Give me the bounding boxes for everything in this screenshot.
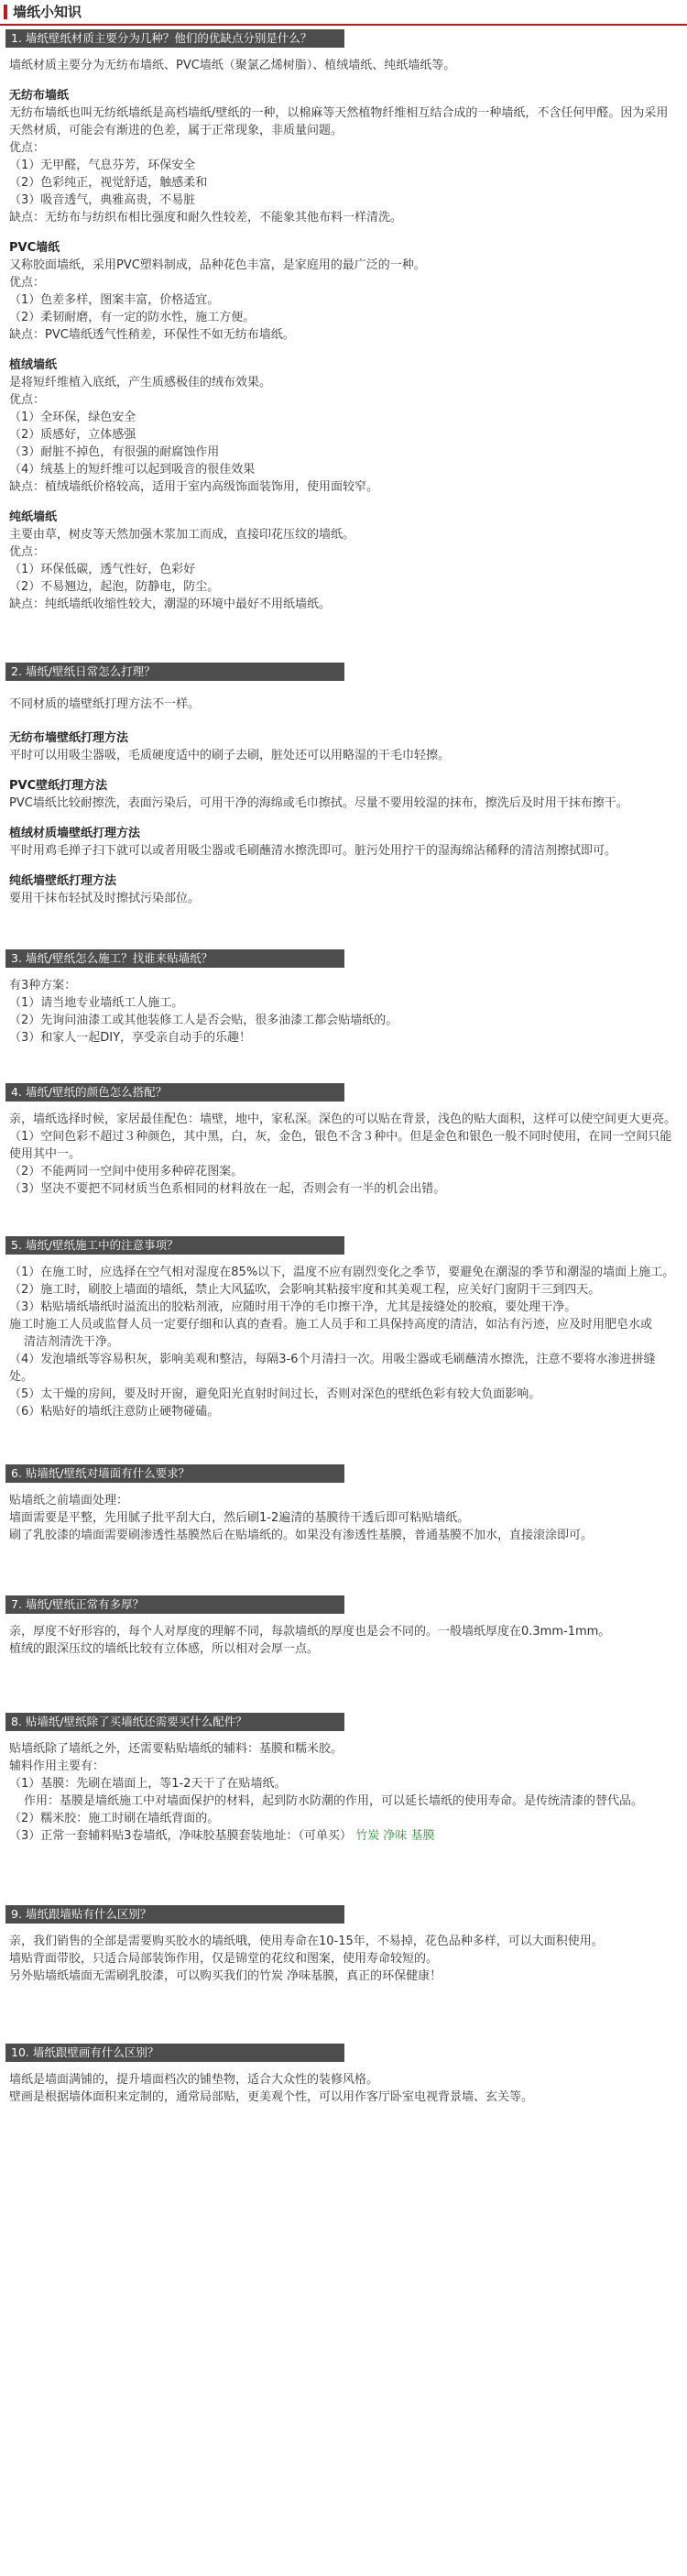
text-line: 优点：	[9, 545, 46, 559]
subsection-care-nonwoven	[9, 729, 678, 764]
page-title: 墙纸小知识	[13, 3, 82, 20]
section-intro: 亲，我们销售的全部是需要购买胶水的墙纸哦，使用寿命在10-15年，不易掉，花色品种多样，可以大面积使用。	[9, 1935, 604, 1948]
text-line: （2）施工时，刷胶上墙面的墙纸，禁止大风猛吹，会影响其粘接牢度和其美观工程，应关好门窗阴干三到四天。	[9, 1283, 601, 1297]
text-line: （2）糯米胶：施工时刷在墙纸背面的。	[9, 1812, 220, 1825]
section-heading: 3. 墙纸/壁纸怎么施工？找谁来贴墙纸？	[5, 949, 344, 968]
section-body	[5, 1614, 680, 1658]
base-film-link[interactable]: 竹炭 净味 基膜	[355, 1829, 435, 1843]
section-material-types	[5, 29, 680, 613]
section-heading: 8. 贴墙纸/壁纸除了买墙纸还需要买什么配件？	[5, 1713, 344, 1731]
section-body	[5, 2062, 680, 2106]
text-line: （1）色差多样，图案丰富，价格适宜。	[9, 293, 220, 307]
section-wallpaper-vs-sticker	[5, 1905, 680, 1985]
section-heading: 7. 墙纸/壁纸正常有多厚？	[5, 1595, 344, 1614]
section-body	[5, 681, 680, 907]
text-line: （1）基膜：先刷在墙面上，等1-2天干了在贴墙纸。	[9, 1777, 287, 1791]
section-wall-requirements	[5, 1464, 680, 1544]
section-heading: 1. 墙纸壁纸材质主要分为几种？他们的优缺点分别是什么？	[5, 29, 344, 48]
section-heading: 2. 墙纸/壁纸日常怎么打理？	[5, 663, 344, 681]
text-line: 作用：基膜是墙纸施工中对墙面保护的材料，起到防水防潮的作用，可以延长墙纸的使用寿命。是传统清漆的替代品。	[24, 1794, 644, 1808]
section-accessories	[5, 1713, 680, 1845]
text-line: 壁画是根据墙体面积来定制的，通常局部贴，更美观个性，可以用作客厅卧室电视背景墙、玄关等。	[9, 2090, 534, 2104]
text-line: 清洁剂清洗干净。	[24, 1335, 120, 1349]
section-installation	[5, 949, 680, 1047]
section-body	[5, 1483, 680, 1544]
section-body	[5, 968, 680, 1047]
text-line: 是将短纤维植入底纸，产生质感极佳的绒布效果。	[9, 376, 272, 389]
text-line: 墙贴背面带胶，只适合局部装饰作用，仅是锦堂的花纹和图案，使用寿命较短的。	[9, 1952, 439, 1966]
text-line: （2）不易翘边，起泡，防静电，防尘。	[9, 580, 220, 594]
text-line: （1）环保低碳，透气性好，色彩好	[9, 563, 196, 576]
section-intro: 亲，墙纸选择时候，家居最佳配色：墙壁，地中，家私深。深色的可以贴在背景，浅色的贴大面积，这样可以使空间更大更亮。	[9, 1113, 677, 1126]
text-line: （3）粘贴墙纸墙纸时溢流出的胶粘剂液，应随时用干净的毛巾擦干净，尤其是接缝处的胶痕，要处理干净。	[9, 1300, 577, 1314]
text-line: （2）柔韧耐磨，有一定的防水性，施工方便。	[9, 311, 256, 324]
text-line: （2）色彩纯正，视觉舒适，触感柔和	[9, 176, 208, 190]
subsection-title: PVC墙纸	[9, 241, 60, 255]
section-heading: 4. 墙纸/壁纸的颜色怎么搭配？	[5, 1083, 344, 1102]
text-line: （4）绒基上的短纤维可以起到吸音的很佳效果	[9, 463, 256, 477]
text-line: （3）耐脏不掉色，有很强的耐腐蚀作用	[9, 445, 220, 459]
section-body	[5, 48, 680, 613]
page-header	[0, 0, 687, 26]
subsection-flocked	[9, 356, 678, 496]
subsection-title: 植绒墙纸	[9, 358, 58, 372]
text-line: PVC墙纸比较耐擦洗，表面污染后，可用干净的海绵或毛巾擦拭。尽量不要用较湿的抹布，擦洗后及时用干抹布擦干。	[9, 796, 628, 810]
section-wallpaper-vs-mural	[5, 2044, 680, 2106]
subsection-pure-paper	[9, 509, 678, 613]
text-line	[9, 1827, 678, 1845]
text-line: 要用干抹布轻拭及时擦拭污染部位。	[9, 892, 201, 905]
text-line: 另外贴墙纸墙面无需刷乳胶漆，可以购买我们的竹炭 净味基膜，真正的环保健康！	[9, 1969, 442, 1983]
text-line: （3）坚决不要把不同材质当色系相同的材料放在一起，否则会有一半的机会出错。	[9, 1182, 446, 1196]
text-line: （5）太干燥的房间，要及时开窗，避免阳光直射时间过长，否则对深色的壁纸色彩有较大负面影响。	[9, 1387, 541, 1401]
text-line: 施工时施工人员或监督人员一定要仔细和认真的查看。施工人员手和工具保持高度的清洁，如沾有污迹，应及时用肥皂水或	[9, 1318, 653, 1332]
text-line: 辅料作用主要有：	[9, 1759, 105, 1773]
subsection-title: 纯纸墙纸	[9, 510, 58, 524]
section-body	[5, 1255, 680, 1420]
text-line: 缺点：纯纸墙纸收缩性较大，潮湿的环境中最好不用纸墙纸。	[9, 597, 332, 611]
subsection-title: 无纺布墙壁纸打理方法	[9, 731, 129, 745]
section-intro: 贴墙纸之前墙面处理：	[9, 1494, 129, 1507]
section-color-matching	[5, 1083, 680, 1198]
section-intro: 墙纸材质主要分为无纺布墙纸、PVC墙纸（聚氯乙烯树脂）、植绒墙纸、纯纸墙纸等。	[9, 59, 456, 72]
text-line: （2）不能两同一空间中使用多种碎花图案。	[9, 1165, 244, 1178]
header-accent-bar	[4, 5, 7, 19]
subsection-title: 植绒材质墙壁纸打理方法	[9, 827, 141, 840]
text-line: 优点：	[9, 393, 46, 407]
text-line: （1）空间色彩不超过３种颜色，其中黑，白，灰，金色，银色不含３种中。但是金色和银色一般不同时使用，在同一空间只能使用其中一。	[9, 1130, 672, 1161]
section-body	[5, 1731, 680, 1845]
subsection-nonwoven	[9, 87, 678, 226]
section-intro: 贴墙纸除了墙纸之外，还需要粘贴墙纸的辅料：基膜和糯米胶。	[9, 1742, 344, 1756]
section-daily-care	[5, 663, 680, 907]
text-line: 缺点：无纺布与纺织布相比强度和耐久性较差，不能象其他布料一样清洗。	[9, 211, 403, 225]
section-intro: 不同材质的墙壁纸打理方法不一样。	[9, 697, 201, 711]
text-line: 无纺布墙纸也叫无纺纸墙纸是高档墙纸/壁纸的一种，以棉麻等天然植物纤维相互结合成的一种墙纸，不含任何甲醛。因为采用天然材质，可能会有渐进的色差，属于正常现象，非质量问题。	[9, 106, 669, 137]
subsection-care-pvc	[9, 777, 678, 812]
text-line: （1）无甲醛，气息芬芳，环保安全	[9, 159, 196, 172]
text-line: （3）和家人一起DIY，享受亲自动手的乐趣！	[9, 1031, 252, 1045]
section-installation-notes	[5, 1236, 680, 1420]
section-intro: 墙纸是墙面满铺的，提升墙面档次的铺垫物，适合大众性的装修风格。	[9, 2073, 379, 2087]
text-line: 优点：	[9, 141, 46, 155]
subsection-care-flocked	[9, 825, 678, 860]
section-heading: 9. 墙纸跟墙贴有什么区别？	[5, 1905, 344, 1924]
text-line: （1）全环保，绿色安全	[9, 411, 136, 424]
section-intro: 亲，厚度不好形容的，每个人对厚度的理解不同，每款墙纸的厚度也是会不同的。一般墙纸厚度在0.3mm-1mm。	[9, 1625, 611, 1639]
text-line: 缺点：植绒墙纸价格较高，适用于室内高级饰面装饰用，使用面较窄。	[9, 480, 379, 494]
text-line: （2）先询问油漆工或其他装修工人是否会贴，很多油漆工都会贴墙纸的。	[9, 1014, 398, 1027]
text-line: （1）在施工时，应选择在空气相对湿度在85%以下，温度不应有剧烈变化之季节，要避免在潮湿的季节和潮湿的墙面上施工。	[9, 1266, 675, 1279]
subsection-title: 无纺布墙纸	[9, 89, 70, 103]
text-line: 缺点：PVC墙纸透气性稍差，环保性不如无纺布墙纸。	[9, 328, 295, 342]
text-line: （2）质感好，立体感强	[9, 428, 136, 442]
text-line: （1）请当地专业墙纸工人施工。	[9, 996, 184, 1010]
text-line: 植绒的跟深压纹的墙纸比较有立体感，所以相对会厚一点。	[9, 1642, 320, 1656]
text-line: 又称胶面墙纸，采用PVC塑料制成，品种花色丰富，是家庭用的最广泛的一种。	[9, 258, 426, 272]
text-line: 平时可以用吸尘器吸，毛质硬度适中的刷子去刷，脏处还可以用略湿的干毛巾轻擦。	[9, 749, 451, 762]
section-heading: 6. 贴墙纸/壁纸对墙面有什么要求？	[5, 1464, 344, 1483]
section-body	[5, 1924, 680, 1985]
section-intro: 有3种方案：	[9, 979, 77, 992]
section-body	[5, 1102, 680, 1198]
section-thickness	[5, 1595, 680, 1658]
section-heading: 10. 墙纸跟壁画有什么区别？	[5, 2044, 344, 2062]
text-line: 刷了乳胶漆的墙面需要刷渗透性基膜然后在贴墙纸的。如果没有渗透性基膜，普通基膜不加水，直接滚涂即可。	[9, 1529, 594, 1542]
text-line: 主要由草，树皮等天然加强木浆加工而成，直接印花压纹的墙纸。	[9, 528, 355, 542]
section-heading: 5. 墙纸/壁纸施工中的注意事项？	[5, 1236, 344, 1255]
text-line: 墙面需要是平整，先用腻子批平刮大白，然后刷1-2遍清的基膜待干透后即可粘贴墙纸。	[9, 1511, 470, 1525]
subsection-care-paper	[9, 872, 678, 907]
text-line: （4）发泡墙纸等容易积灰，影响美观和整洁，每隔3-6个月清扫一次。用吸尘器或毛刷蘸清水擦洗，注意不要将水渗进拼缝处。	[9, 1353, 656, 1384]
subsection-pvc	[9, 239, 678, 344]
subsection-title: PVC壁纸打理方法	[9, 779, 108, 793]
kit-text: （3）正常一套辅料贴3卷墙纸，净味胶基膜套装地址：（可单买）	[9, 1829, 353, 1843]
text-line: （3）吸音透气，典雅高贵，不易脏	[9, 193, 196, 207]
subsection-title: 纯纸墙壁纸打理方法	[9, 874, 117, 888]
text-line: 平时用鸡毛掸子扫下就可以或者用吸尘器或毛刷蘸清水擦洗即可。脏污处用拧干的湿海绵沾稀释的清洁剂擦拭即可。	[9, 844, 617, 858]
text-line: （6）粘贴好的墙纸注意防止硬物碰磕。	[9, 1405, 220, 1419]
text-line: 优点：	[9, 276, 46, 290]
